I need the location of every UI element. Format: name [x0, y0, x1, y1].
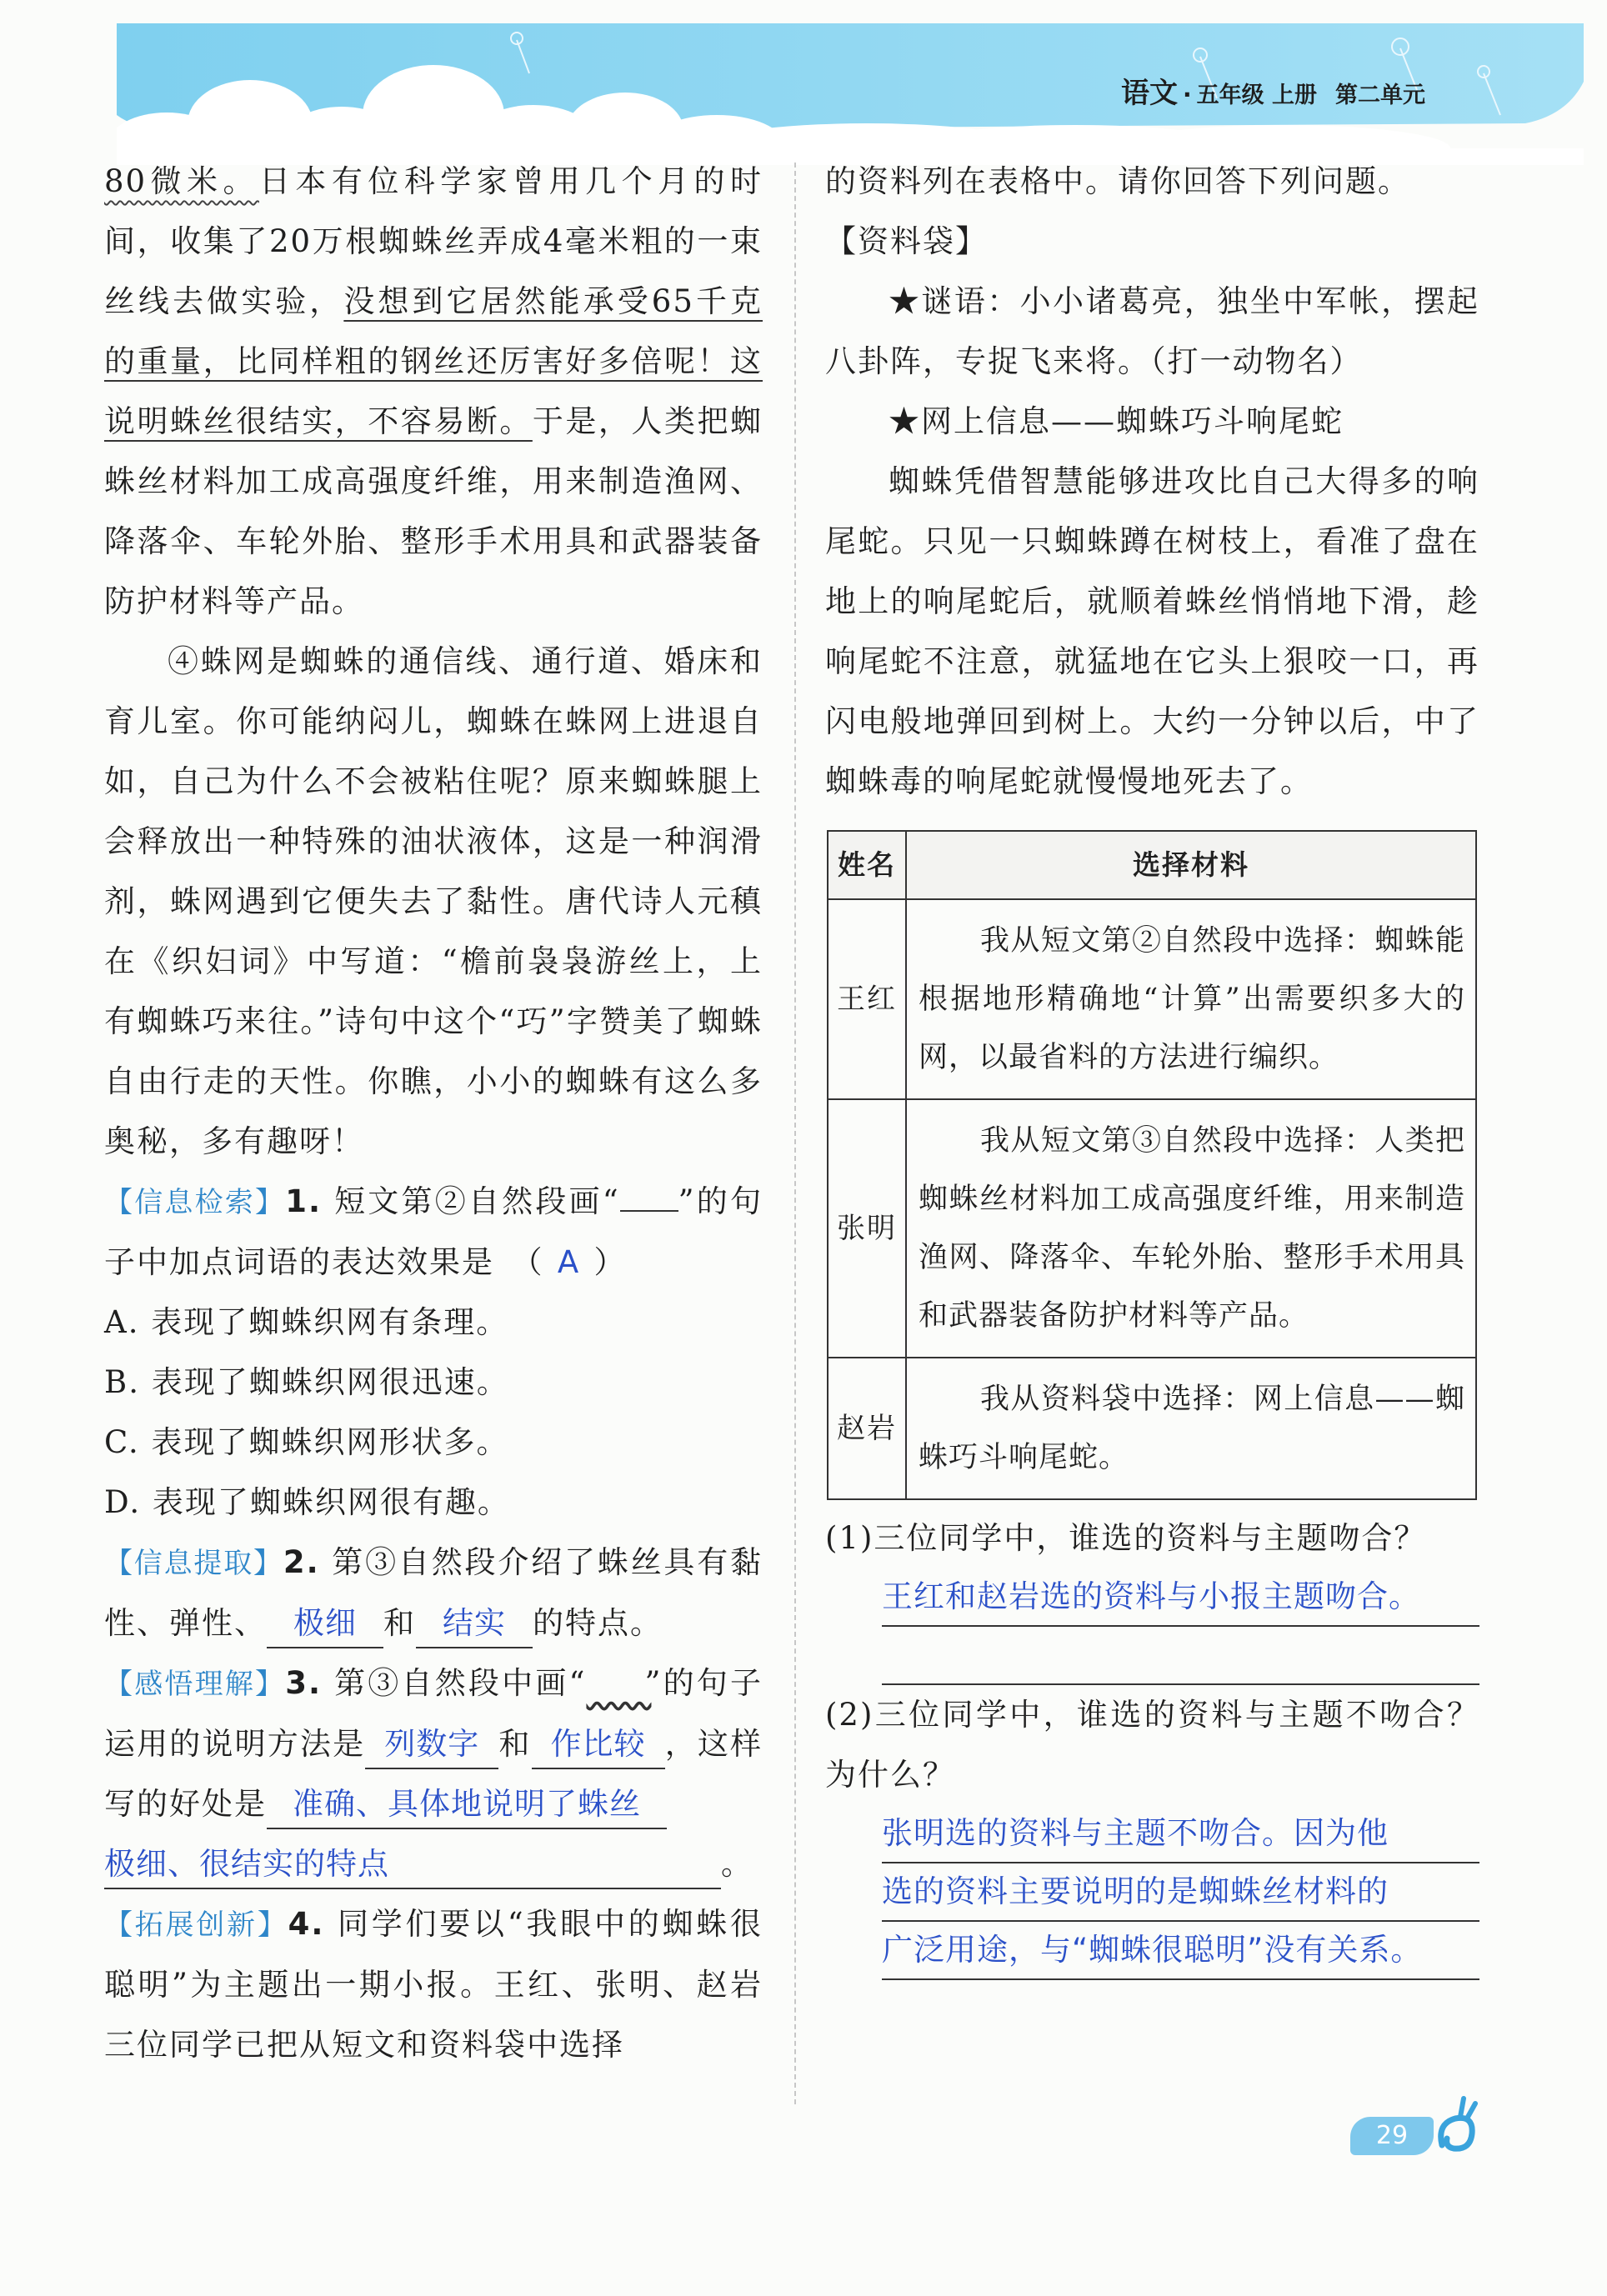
option-a: A. 表现了蜘蛛织网有条理。: [104, 1304, 509, 1340]
table-cell-material: 我从资料袋中选择：网上信息——蜘蛛巧斗响尾蛇。: [906, 1358, 1476, 1499]
answer-choice[interactable]: A: [557, 1244, 581, 1280]
question-1: [104, 1172, 763, 1293]
answer-blank[interactable]: 准确、具体地说明了蛛丝: [267, 1781, 667, 1829]
right-column: [825, 152, 1479, 1980]
question-text: 同学们要以“我眼中的蜘蛛很聪明”为主题出一期小报。王红、张明、赵岩三位同学已把从短文和资料袋中选择: [104, 1906, 763, 2063]
question-4-continued: 的资料列在表格中。请你回答下列问题。: [825, 163, 1410, 199]
wavy-line-mark: [586, 1653, 644, 1678]
option-d: D. 表现了蜘蛛织网很有趣。: [104, 1484, 510, 1520]
question-number: 4.: [288, 1906, 325, 1942]
table-cell-name: 张明: [828, 1099, 906, 1358]
question-tag: 【感悟理解】: [104, 1668, 286, 1701]
underlined-sentence: 没想到它居然能承受65千克的重量，比同样粗的钢丝还厉害好多倍呢！这说明蛛丝很结实，不容易断。: [104, 283, 763, 439]
passage-text: 日本有位科学家曾用几个月的时间，收集了20万根蜘蛛丝弄成4毫米粗的一束丝线去做实验，: [104, 163, 763, 319]
answer-blank[interactable]: 结实: [416, 1600, 533, 1648]
question-2: [104, 1533, 763, 1653]
question-text: 。: [721, 1846, 753, 1882]
answer-blank[interactable]: 作比较: [532, 1721, 665, 1769]
wavy-underlined-text: 80微米。: [104, 163, 259, 199]
table-cell-material: 我从短文第②自然段中选择：蜘蛛能根据地形精确地“计算”出需要织多大的网，以最省料的方法进行编织。: [906, 899, 1476, 1099]
spider-snake-story: 蜘蛛凭借智慧能够进攻比自己大得多的响尾蛇。只见一只蜘蛛蹲在树枝上，看准了盘在地上的响尾蛇后，就顺着蛛丝悄悄地下滑，趁响尾蛇不注意，就猛地在它头上狠咬一口，再闪电般地弹回到树上。大约一分钟以后，中了蜘蛛毒的响尾蛇就慢慢地死去了。: [825, 463, 1479, 799]
sub-question-1-answer: [882, 1568, 1479, 1685]
paren-left: （: [527, 1244, 544, 1280]
question-number: 2.: [283, 1544, 320, 1580]
column-divider: [794, 163, 796, 2104]
material-bag-title: 【资料袋】: [825, 223, 988, 259]
question-4: [104, 1894, 763, 2075]
question-text: 的特点。: [533, 1605, 663, 1641]
straight-line-mark: [620, 1185, 678, 1212]
passage-paragraph-3-end: [104, 152, 763, 632]
online-info-title: ★网上信息——蜘蛛巧斗响尾蛇: [889, 403, 1344, 439]
sub-question-2-answer: [882, 1805, 1479, 1980]
answer-line[interactable]: 选的资料主要说明的是蜘蛛丝材料的: [882, 1863, 1479, 1922]
table-header-material: 选择材料: [906, 831, 1476, 899]
table-header-name: 姓名: [828, 831, 906, 899]
question-text: ，这样写的好处是: [104, 1726, 763, 1822]
question-text: 短文第②自然段画“: [334, 1183, 620, 1219]
paren-right: ）: [593, 1244, 627, 1280]
sub-question-2: (2)三位同学中，谁选的资料与主题不吻合？为什么？: [825, 1697, 1479, 1793]
answer-blank[interactable]: 极细、很结实的特点: [104, 1841, 721, 1889]
header-dot: ·: [1182, 81, 1192, 108]
table-cell-name: 赵岩: [828, 1358, 906, 1499]
passage-text: 于是，人类把蜘蛛丝材料加工成高强度纤维，用来制造渔网、降落伞、车轮外胎、整形手术用具和武器装备防护材料等产品。: [104, 403, 763, 619]
table-cell-name: 王红: [828, 899, 906, 1099]
header-unit: 第二单元: [1335, 83, 1425, 108]
question-tag: 【信息检索】: [104, 1186, 286, 1219]
page-number: 29: [1350, 2117, 1434, 2155]
option-b: B. 表现了蜘蛛织网很迅速。: [104, 1364, 509, 1400]
table-header-row: [828, 831, 1476, 899]
question-3: [104, 1653, 763, 1834]
question-text: 第③自然段中画“: [334, 1665, 587, 1701]
question-tag: 【拓展创新】: [104, 1908, 288, 1942]
question-text: 和: [498, 1726, 532, 1762]
riddle: ★谜语：小小诸葛亮，独坐中军帐，摆起八卦阵，专捉飞来将。（打一动物名）: [825, 283, 1479, 379]
question-text: 第③自然段介绍了蛛丝具有黏性、弹性、: [104, 1544, 763, 1641]
header-subject: 语文: [1120, 77, 1178, 110]
question-text: ”的句子中加点词语的表达效果是: [104, 1183, 763, 1280]
left-column: [104, 152, 763, 2075]
answer-line[interactable]: 王红和赵岩选的资料与小报主题吻合。: [882, 1568, 1479, 1627]
answer-line[interactable]: 广泛用途，与“蜘蛛很聪明”没有关系。: [882, 1922, 1479, 1980]
question-number: 1.: [285, 1183, 323, 1219]
table-row: [828, 899, 1476, 1099]
passage-paragraph-4: ④蛛网是蜘蛛的通信线、通行道、婚床和育儿室。你可能纳闷儿，蜘蛛在蛛网上进退自如，自己为什么不会被粘住呢？原来蜘蛛腿上会释放出一种特殊的油状液体，这是一种润滑剂，蛛网遇到它便失去了黏性。唐代诗人元稹在《织妇词》中写道：“檐前袅袅游丝上，上有蜘蛛巧来往。”诗句中这个“巧”字赞美了蜘蛛自由行走的天性。你瞧，小小的蜘蛛有这么多奥秘，多有趣呀！: [104, 643, 763, 1159]
sub-question-1: (1)三位同学中，谁选的资料与主题吻合？: [825, 1520, 1427, 1556]
answer-line-empty[interactable]: [882, 1627, 1479, 1685]
question-tag: 【信息提取】: [104, 1547, 283, 1580]
header-grade: 五年级 上册: [1196, 83, 1317, 108]
swirl-icon: [1432, 2093, 1482, 2160]
table-row: [828, 1358, 1476, 1499]
question-text: ”的句子运用的说明方法是: [104, 1665, 763, 1762]
answer-blank[interactable]: 极细: [267, 1600, 383, 1648]
header-title: [1121, 70, 1425, 111]
table-cell-material: 我从短文第③自然段中选择：人类把蜘蛛丝材料加工成高强度纤维，用来制造渔网、降落伞、车轮外胎、整形手术用具和武器装备防护材料等产品。: [906, 1099, 1476, 1358]
question-3-answer-line: [104, 1834, 763, 1894]
header-banner: [117, 23, 1584, 165]
option-c: C. 表现了蜘蛛织网形状多。: [104, 1424, 509, 1460]
table-row: [828, 1099, 1476, 1358]
answer-line[interactable]: 张明选的资料与主题不吻合。因为他: [882, 1805, 1479, 1863]
question-text: 和: [383, 1605, 416, 1641]
question-number: 3.: [285, 1665, 323, 1701]
material-table: [827, 830, 1477, 1500]
answer-blank[interactable]: 列数字: [365, 1721, 498, 1769]
